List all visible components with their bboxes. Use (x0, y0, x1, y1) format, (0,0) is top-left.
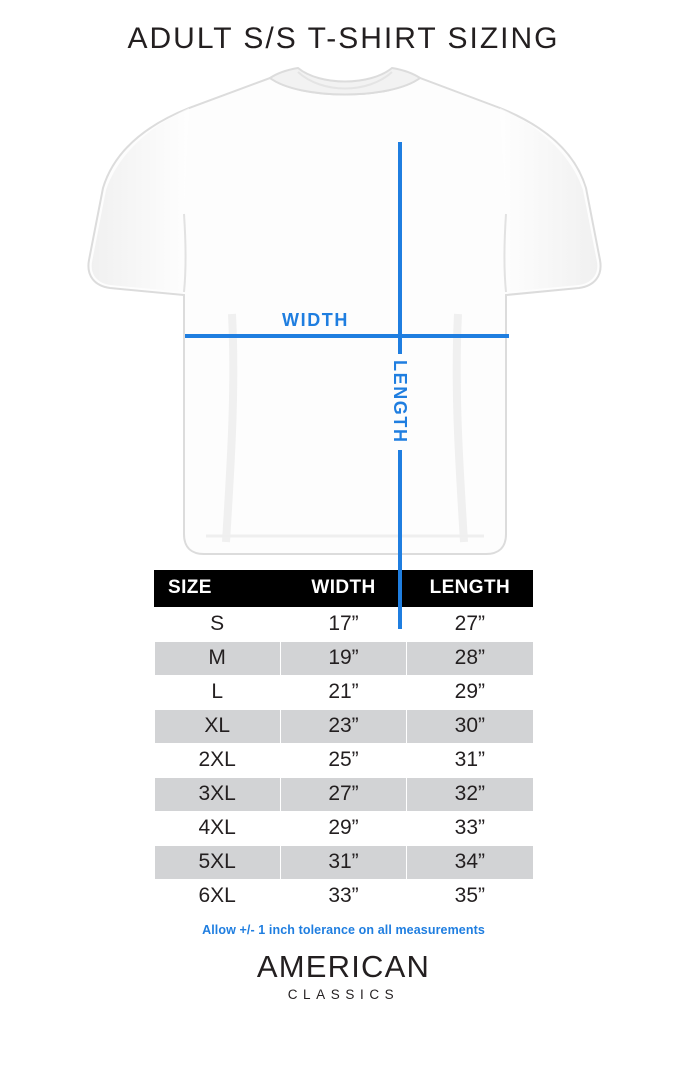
cell-size: 3XL (154, 778, 280, 812)
size-table-container (154, 570, 534, 914)
brand-name: AMERICAN (256, 949, 431, 984)
cell-width: 27” (280, 778, 406, 812)
table-row (154, 710, 533, 744)
cell-length: 34” (407, 846, 533, 880)
cell-size: S (154, 608, 280, 642)
cell-size: L (154, 676, 280, 710)
header-width: WIDTH (280, 570, 406, 608)
tolerance-note: Allow +/- 1 inch tolerance on all measurements (202, 923, 485, 937)
cell-width: 17” (280, 608, 406, 642)
size-table-body (154, 608, 533, 914)
table-row (154, 608, 533, 642)
header-size: SIZE (154, 570, 280, 608)
cell-width: 19” (280, 642, 406, 676)
header-length: LENGTH (407, 570, 533, 608)
table-row (154, 778, 533, 812)
table-row (154, 676, 533, 710)
table-row (154, 744, 533, 778)
cell-width: 29” (280, 812, 406, 846)
cell-length: 35” (407, 880, 533, 914)
cell-width: 21” (280, 676, 406, 710)
cell-width: 33” (280, 880, 406, 914)
cell-length: 32” (407, 778, 533, 812)
cell-size: 2XL (154, 744, 280, 778)
cell-width: 25” (280, 744, 406, 778)
cell-length: 30” (407, 710, 533, 744)
cell-length: 31” (407, 744, 533, 778)
size-table-header (154, 570, 533, 608)
cell-width: 31” (280, 846, 406, 880)
cell-size: 6XL (154, 880, 280, 914)
tshirt-diagram (0, 64, 687, 564)
cell-length: 29” (407, 676, 533, 710)
width-measure-line (185, 334, 509, 338)
cell-size: 4XL (154, 812, 280, 846)
length-label: LENGTH (389, 354, 410, 450)
width-label: WIDTH (276, 310, 355, 331)
table-row (154, 880, 533, 914)
cell-length: 27” (407, 608, 533, 642)
table-header-row (154, 570, 533, 608)
cell-size: M (154, 642, 280, 676)
table-row (154, 846, 533, 880)
table-row (154, 812, 533, 846)
size-table (154, 570, 534, 914)
cell-length: 33” (407, 812, 533, 846)
cell-size: 5XL (154, 846, 280, 880)
table-row (154, 642, 533, 676)
cell-width: 23” (280, 710, 406, 744)
brand-footer (257, 949, 430, 1002)
cell-size: XL (154, 710, 280, 744)
brand-subtitle: CLASSICS (287, 987, 400, 1002)
page-title: ADULT S/S T-SHIRT SIZING (127, 22, 560, 55)
cell-length: 28” (407, 642, 533, 676)
